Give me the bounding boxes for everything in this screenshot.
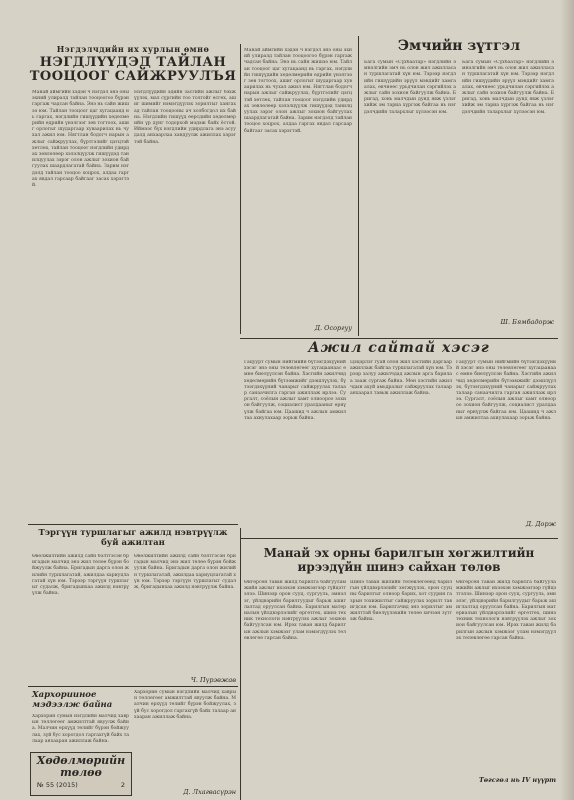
article1-kicker: Нэгдэлчдийн их хурлын өмнө bbox=[56, 44, 210, 54]
article5-signature: Ч. Пүрэвжав bbox=[190, 676, 236, 684]
article4-body-col1: Өнгөрсөн таван жилд барилга байгууламжийн ажлыг ихээхэн хэмжээгээр гүйцэтгэлээ. Шинээр орон сууц, сургууль, эмнэлэг, үйлдвэрийн барилгуудыг барьж ашиглалтад оруулсан байна. Барилгын материалын үйлдвэрлэлийг өргөтгөх, шинэ техник технологи нэвтрүүлэх ажлыг зохион байгуулсан юм. Ирэх таван жилд барилгын ажлын хэмжээг улам нэмэгдүүлэх төлөвлөгөө гарсан байна. bbox=[244, 580, 346, 641]
footer-info bbox=[31, 779, 131, 789]
article1-headline-line1: НЭГДЛҮҮДЭД ТАЙЛАН bbox=[39, 55, 227, 70]
article2-headline: Эмчийн зүтгэл bbox=[397, 38, 521, 54]
article4-continued: Төгсгөл нь IV нүүрт bbox=[478, 776, 556, 784]
article3-body-col3: Гацуурт сумын нийгмийн бүтээгдэхүүний хэсэг энэ оны төлөвлөгөөг хугацаанаас өмнө биелүүлсэн байна. Хэсгийн ажилчид хөдөлмөрийн бүтээмжийг дээшлүүлэх, бүтээгдэхүүний чанарыг сайжруулах талаар санаачилга гарган ажиллаж ирлээ. Сургалт, соёлын ажлыг хамт олноороо зохион байгуулж, социалист уралдааныг өрнүүлж байгаа юм. Цаашид ч ажлын амжилтаа ахиулахаар зорьж байна. bbox=[456, 360, 556, 421]
article2-body-col2: Бага сумын «Сүхбаатар» нэгдлийн эмнэлгийн эмч нь олон жил ажилласан туршлагатай хүн юм. Тэрээр нэгдлийн гишүүдийн эрүүл мэндийг хамгаалах, өвчнөөс урьдчилан сэргийлэх ажлыг сайн зохион байгуулж байна. Бригад, хонь малчдын дунд явж үзлэг хийж эм тариа хүргэж байгаа нь нэгдэлчдийн талархлыг хүлээсэн юм. bbox=[462, 60, 554, 115]
article6-signature: Д. Лхагвасүрэн bbox=[183, 788, 236, 796]
article6-body-col1: Хархорин сумын нэгдлийн малчид хаврын төллөгөөг амжилттай явуулж байна. Малчин өрхүүд төлийг бүрэн бойжуулах, зүй бус хорогдол гаргахгүй байх талаар анхааран ажиллаж байна. bbox=[32, 714, 129, 744]
page-edge-shadow bbox=[560, 0, 574, 800]
article1-body-col2: Нэгдлүүдийн эдийн засгийн ажлыг бэхжүүлэх, мал сүргийн тоо толгойг өсгөх, ашиг шимийг нэмэгдүүлэх зорилтыг хангахад тайлан тооцооны ач холбогдол их байна. Нэгдлийн гишүүд өөрсдийн хөдөлмөрийн үр дүнг тодорхой мэдэж байх ёстой. Иймээс бүх нэгдлийн удирдлага энэ асуудалд анхаарлаа хандуулж ажиллах хэрэгтэй байна. bbox=[134, 90, 236, 145]
article1-headline-line2: ТООЦООГ САЙЖРУУЛЪЯ bbox=[29, 69, 237, 84]
article3-body-col2: Цэцэрлэг гуай олон жил хэсгийн даргаар ажиллаж байгаа туршлагатай хүн юм. Тэрээр залуу ажилчдад ажлын арга барилаа зааж сургаж байна. Мөн хэсгийн ажилчдын ахуй амьдралыг сайжруулах талаар анхаарал тавьж ажиллаж байна. bbox=[350, 360, 452, 397]
article2-body-col1: Бага сумын «Сүхбаатар» нэгдлийн эмнэлгийн эмч нь олон жил ажилласан туршлагатай хүн юм. Тэрээр нэгдлийн гишүүдийн эрүүл мэндийг хамгаалах, өвчнөөс урьдчилан сэргийлэх ажлыг сайн зохион байгуулж байна. Бригад, хонь малчдын дунд явж үзлэг хийж эм тариа хүргэж байгаа нь нэгдэлчдийн талархлыг хүлээсэн юм. bbox=[364, 60, 456, 115]
article6-headline: Хархорииное мэдээлж байна bbox=[32, 690, 113, 710]
article5-body-col2: Өвөлжилтийн ажилд сайн бэлтгэсэн бригадын малчид энэ жил төлөө бүрэн бойжуулж байна. Бригадын дарга олон жилийн туршлагатай, ажилдаа хариуцлагатай хүн юм. Тэрээр тэргүүн туршлагыг судалж, бригадынхаа ажилд нэвтрүүлж байна. bbox=[134, 554, 236, 591]
article4-headline-line1: Манай эх орны барилгын хөгжилтийн bbox=[263, 546, 535, 560]
article1-body-col3: Манай аймгийн хэдэн ч нэгдэл энэ оны эхний улиралд тайлан тооцоогоо бүрэн гаргаж чадсан байна. Энэ нь сайн жишээ юм. Тайлан тооцоог цаг хугацаанд нь гаргах, нэгдлийн гишүүдийн хөдөлмөрийн өдрийн үнэлгээг зөв тогтоох, ашиг орлогыг шударгаар хуваарилах нь чухал ажил юм. Нягтлан бодогч нарын ажлыг сайжруулах, бүртгэлийг цэгцтэй хөтлөх, тайлан тооцоог нэгдлийн удирдах зөвлөлөөр хэлэлцүүлж гишүүдэд танилцуулах зэрэг олон ажлыг зохион байгуулах шаардлагатай байна. Зарим нэгдэлд тайлан тооцоо хоцрох, алдаа гаргах явдал гарсаар байгааг засах хэрэгтэй. bbox=[244, 48, 352, 134]
article6-body-col2: Хархорин сумын нэгдлийн малчид хаврын төллөгөөг амжилттай явуулж байна. Малчин өрхүүд төлийг бүрэн бойжуулах, зүй бус хорогдол гаргахгүй байх талаар анхааран ажиллаж байна. bbox=[134, 690, 236, 720]
article3-signature: Д. Дорж bbox=[525, 520, 556, 528]
article1-body-col1: Манай аймгийн хэдэн ч нэгдэл энэ оны эхний улиралд тайлан тооцоогоо бүрэн гаргаж чадсан байна. Энэ нь сайн жишээ юм. Тайлан тооцоог цаг хугацаанд нь гаргах, нэгдлийн гишүүдийн хөдөлмөрийн өдрийн үнэлгээг зөв тогтоох, ашиг орлогыг шударгаар хуваарилах нь чухал ажил юм. Нягтлан бодогч нарын ажлыг сайжруулах, бүртгэлийг цэгцтэй хөтлөх, тайлан тооцоог нэгдлийн удирдах зөвлөлөөр хэлэлцүүлж гишүүдэд танилцуулах зэрэг олон ажлыг зохион байгуулах шаардлагатай байна. Зарим нэгдэлд тайлан тооцоо хоцрох, алдаа гаргах явдал гарсаар байгааг засах хэрэгтэй. bbox=[32, 90, 129, 189]
article1-signature: Д. Осоргуу bbox=[314, 324, 352, 332]
footer-masthead bbox=[30, 752, 132, 796]
article4-body-col3: Өнгөрсөн таван жилд барилга байгууламжийн ажлыг ихээхэн хэмжээгээр гүйцэтгэлээ. Шинээр орон сууц, сургууль, эмнэлэг, үйлдвэрийн барилгуудыг барьж ашиглалтад оруулсан байна. Барилгын материалын үйлдвэрлэлийг өргөтгөх, шинэ техник технологи нэвтрүүлэх ажлыг зохион байгуулсан юм. Ирэх таван жилд барилгын ажлын хэмжээг улам нэмэгдүүлэх төлөвлөгөө гарсан байна. bbox=[456, 580, 556, 641]
masthead-line2: төлөө bbox=[60, 766, 102, 779]
article5-body-col1: Өвөлжилтийн ажилд сайн бэлтгэсэн бригадын малчид энэ жил төлөө бүрэн бойжуулж байна. Бригадын дарга олон жилийн туршлагатай, ажилдаа хариуцлагатай хүн юм. Тэрээр тэргүүн туршлагыг судалж, бригадынхаа ажилд нэвтрүүлж байна. bbox=[32, 554, 129, 597]
article4-headline-line2: ирээдүйн шинэ сайхан төлөв bbox=[297, 560, 501, 574]
issue-number: № 55 (2015) bbox=[37, 781, 78, 789]
masthead-line1: Хөдөлмөрийн bbox=[36, 754, 126, 767]
article5-headline bbox=[28, 528, 238, 548]
article4-body-col2: Шинэ таван жилийн төлөвлөгөөнд барилгын үйлдвэрлэлийг хөгжүүлэх, орон сууцны барилгыг олноор барих, хот суурин газрын тохижилтыг сайжруулах зорилт тавигдсан юм. Барилгачид энэ зорилтыг амжилттай биелүүлэхийн төлөө хичээн зүтгэж байна. bbox=[350, 580, 452, 623]
article5-headline-line2: буй ажилтан bbox=[101, 538, 165, 548]
article4-headline bbox=[244, 546, 554, 574]
page-number: 2 bbox=[120, 781, 125, 789]
article1-headline bbox=[28, 56, 238, 84]
article5-headline-line1: Тэргүүн туршлагыг ажилд нэвтрүүлж bbox=[38, 528, 228, 538]
article3-headline: Ажил сайтай хэсэг bbox=[308, 340, 490, 356]
article2-signature: Ш. Бямбадорж bbox=[500, 318, 554, 326]
article3-body-col1: Гацуурт сумын нийгмийн бүтээгдэхүүний хэсэг энэ оны төлөвлөгөөг хугацаанаас өмнө биелүүлсэн байна. Хэсгийн ажилчид хөдөлмөрийн бүтээмжийг дээшлүүлэх, бүтээгдэхүүний чанарыг сайжруулах талаар санаачилга гарган ажиллаж ирлээ. Сургалт, соёлын ажлыг хамт олноороо зохион байгуулж, социалист уралдааныг өрнүүлж байгаа юм. Цаашид ч ажлын амжилтаа ахиулахаар зорьж байна. bbox=[244, 360, 346, 421]
